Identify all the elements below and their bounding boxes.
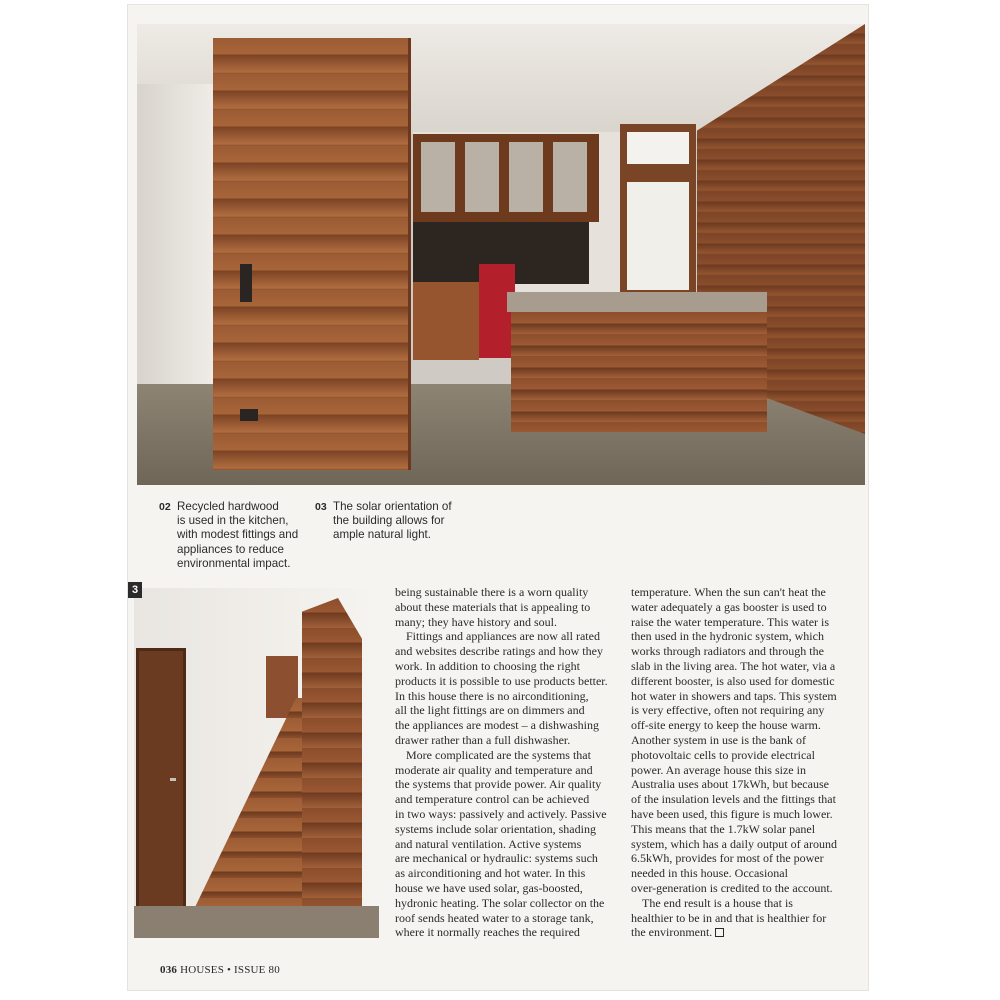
power-outlet — [240, 409, 258, 421]
caption-number: 03 — [315, 501, 327, 513]
paragraph — [395, 629, 617, 747]
caption-number: 02 — [159, 501, 171, 513]
text-line: Another system in use is the bank of — [631, 732, 806, 747]
caption-line: with modest fittings and — [177, 528, 299, 542]
light-switch — [240, 264, 252, 302]
caption-line: the building allows for — [333, 514, 445, 528]
body-column-1 — [395, 585, 617, 940]
text-line: 6.5kWh, provides for most of the power — [631, 851, 824, 866]
text-line: The end result is a house that is — [642, 895, 793, 910]
text-line: drawer rather than a full dishwasher. — [395, 732, 571, 747]
caption-text — [333, 500, 452, 543]
timber-door — [136, 648, 186, 916]
text-line: and websites describe ratings and how they — [395, 644, 603, 659]
kitchen-island — [511, 312, 767, 432]
text-line: More complicated are the systems that — [406, 747, 591, 762]
caption-line: Recycled hardwood — [177, 500, 279, 513]
folio-separator: • — [227, 964, 232, 976]
hardwood-column — [213, 38, 411, 470]
text-line: systems include solar orientation, shading — [395, 821, 596, 836]
paragraph — [631, 896, 856, 940]
caption-line: environmental impact. — [177, 556, 291, 570]
cabinet-glass — [553, 142, 587, 212]
issue-number: ISSUE 80 — [234, 964, 280, 976]
text-line: and temperature control can be achieved — [395, 792, 590, 807]
cabinet-glass — [421, 142, 455, 212]
text-line: hydronic heating. The solar collector on the — [395, 895, 605, 910]
floor — [134, 906, 379, 938]
window-pane-bottom — [627, 182, 689, 290]
text-line: water adequately a gas booster is used to — [631, 599, 827, 614]
timber-column — [302, 598, 362, 938]
text-line: then used in the hydronic system, which — [631, 629, 824, 644]
caption-line: The solar orientation of — [333, 500, 452, 513]
text-line: raise the water temperature. This water is — [631, 614, 830, 629]
stair-photo — [134, 588, 379, 938]
caption-text — [177, 500, 298, 571]
text-line: off-site energy to keep the house warm. — [631, 718, 821, 733]
text-line: system, which has a daily output of around — [631, 836, 837, 851]
text-line: have been used, this figure is much lower. — [631, 806, 833, 821]
text-line: is very effective, often not requiring any — [631, 703, 825, 718]
text-line: where it normally reaches the required — [395, 925, 580, 940]
text-line: in two ways: passively and actively. Passive — [395, 806, 607, 821]
text-line: hot water in showers and taps. This system — [631, 688, 837, 703]
text-line: needed in this house. Occasional — [631, 866, 788, 881]
caption-line: is used in the kitchen, — [177, 514, 289, 528]
text-line: the environment. — [631, 925, 713, 940]
left-wall — [137, 84, 213, 424]
paragraph — [395, 748, 617, 940]
text-line: different booster, is also used for domestic — [631, 673, 835, 688]
publication-name: HOUSES — [180, 964, 225, 976]
text-line: being sustainable there is a worn quality — [395, 585, 589, 599]
text-line: work. In addition to choosing the right — [395, 658, 580, 673]
text-line: Fittings and appliances are now all rated — [406, 629, 600, 644]
text-line: temperature. When the sun can't heat the — [631, 585, 826, 599]
paragraph — [631, 585, 856, 896]
text-line: over-generation is credited to the account. — [631, 880, 833, 895]
window-pane-top — [627, 132, 689, 164]
text-line: roof sends heated water to a storage tank, — [395, 910, 594, 925]
text-line: In this house there is no airconditioning, — [395, 688, 589, 703]
text-line: photovoltaic cells to provide electrical — [631, 747, 815, 762]
cabinet-glass — [465, 142, 499, 212]
lower-cabinet — [413, 282, 479, 360]
text-line: house we have used solar, gas-boosted, — [395, 880, 583, 895]
text-line: moderate air quality and temperature and — [395, 762, 593, 777]
text-line: works through radiators and through the — [631, 644, 824, 659]
caption-line: appliances to reduce — [177, 542, 284, 556]
text-line: Australia uses about 17kWh, but because — [631, 777, 829, 792]
caption-line: ample natural light. — [333, 528, 431, 542]
text-line: healthier to be in and that is healthier for — [631, 910, 827, 925]
cabinet-glass — [509, 142, 543, 212]
page-folio — [160, 964, 280, 976]
text-line: all the light fittings are on dimmers and — [395, 703, 585, 718]
body-column-2 — [631, 585, 856, 940]
text-line: many; they have history and soul. — [395, 614, 557, 629]
text-line: the appliances are modest – a dishwashing — [395, 718, 599, 733]
figure-number-badge: 3 — [128, 582, 142, 598]
text-line: the systems that provide power. Air quality — [395, 777, 602, 792]
kitchen-photo — [137, 24, 865, 485]
door-handle — [170, 778, 176, 781]
page-number: 036 — [160, 964, 178, 976]
text-line: slab in the living area. The hot water, via a — [631, 658, 836, 673]
text-line: are mechanical or hydraulic: systems such — [395, 851, 598, 866]
text-line: and natural ventilation. Active systems — [395, 836, 582, 851]
island-benchtop — [507, 292, 767, 312]
end-mark-icon — [715, 928, 724, 937]
paragraph — [395, 585, 617, 629]
text-line: This means that the 1.7kW solar panel — [631, 821, 816, 836]
text-line: products it is possible to use products better. — [395, 673, 608, 688]
text-line: power. An average house this size in — [631, 762, 806, 777]
text-line: about these materials that is appealing to — [395, 599, 591, 614]
text-line: as airconditioning and hot water. In this — [395, 866, 586, 881]
text-line: of the insulation levels and the fittings that — [631, 792, 836, 807]
